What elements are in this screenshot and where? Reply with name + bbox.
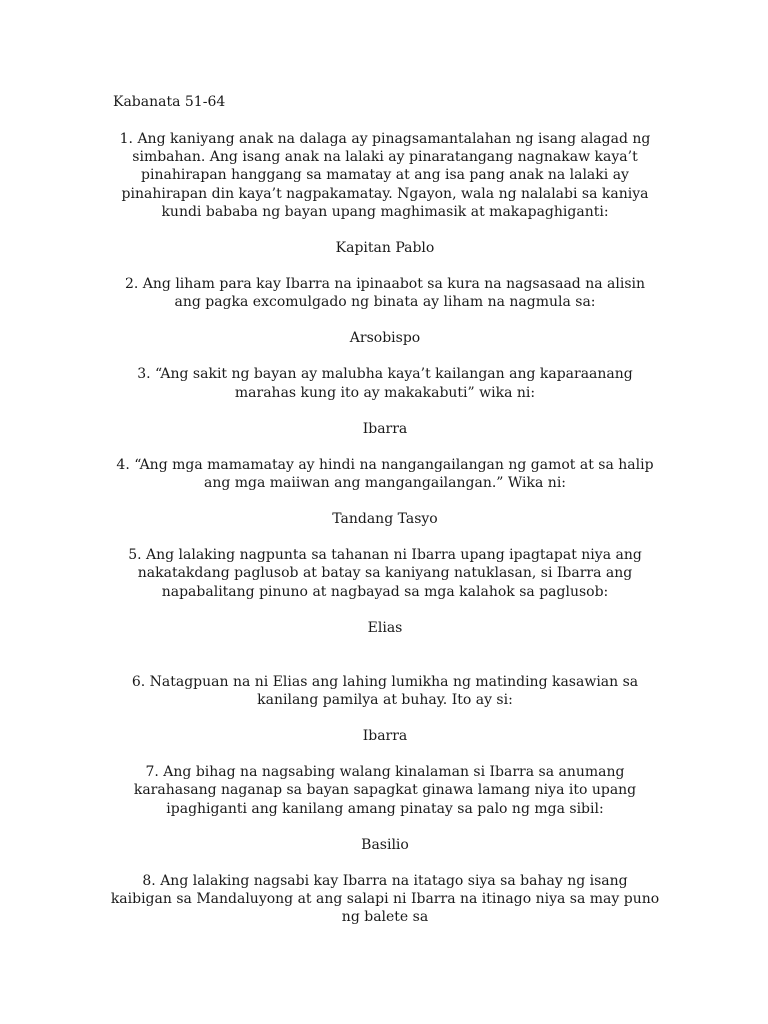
question-item [110,456,660,528]
question-list [110,130,660,926]
question-item [110,763,660,854]
question-text: 5. Ang lalaking nagpunta sa tahanan ni Ibarra upang ipagtapat niya ang nakatakdang paglusob at batay sa kaniyang natuklasan, si Ibarra ang napabalitang pinuno at nagbayad sa mga kalahok sa paglusob: [128,547,642,600]
question-text: 6. Natagpuan na ni Elias ang lahing lumikha ng matinding kasawian sa kanilang pamilya at buhay. Ito ay si: [131,673,639,709]
question-item [110,546,660,637]
question-text: 8. Ang lalaking nagsabi kay Ibarra na itatago siya sa bahay ng isang kaibigan sa Mandaluyong at ang salapi ni Ibarra na itinago niya sa may puno ng balete sa [110,872,660,926]
question-item [110,673,660,745]
question-text: 3. “Ang sakit ng bayan ay malubha kaya’t kailangan ang kaparaanang marahas kung ito ay makakabuti” wika ni: [137,366,633,401]
question-text: 2. Ang liham para kay Ibarra na ipinaabot sa kura na nagsasaad na alisin ang pagka excomulgado ng binata ay liham na nagmula sa: [124,276,646,311]
question-text: 7. Ang bihag na nagsabing walang kinalaman si Ibarra sa anumang karahasang naganap sa bayan sapagkat ginawa lamang niya ito upang ipaghiganti ang kanilang amang pinatay sa palo ng mga sibil: [133,764,637,817]
answer-text: Basilio [361,836,409,853]
document-title: Kabanata 51-64 [113,94,226,110]
answer-text: Ibarra [362,420,408,437]
question-item [110,275,660,347]
question-item [110,872,660,927]
question-text: 1. Ang kaniyang anak na dalaga ay pinagsamantalahan ng isang alagad ng simbahan. Ang isang anak na lalaki ay pinaratangang nagnakaw kaya’t pinahirapan hanggang sa mamatay at ang isa pang anak na lalaki ay pinahirapan din kaya’t nagpakamatay. Ngayon, wala ng nalalabi sa kaniya kundi bababa ng bayan upang maghimasik at makapaghiganti: [119,131,651,220]
answer-text: Elias [367,619,403,636]
answer-text: Arsobispo [349,330,421,347]
question-text: 4. “Ang mga mamamatay ay hindi na nangangailangan ng gamot at sa halip ang mga maiiwan ang mangangailangan.” Wika ni: [116,456,654,492]
answer-text: Kapitan Pablo [335,240,435,257]
question-item [110,130,660,257]
answer-text: Ibarra [362,728,408,745]
question-item [110,365,660,437]
answer-text: Tandang Tasyo [332,511,438,528]
